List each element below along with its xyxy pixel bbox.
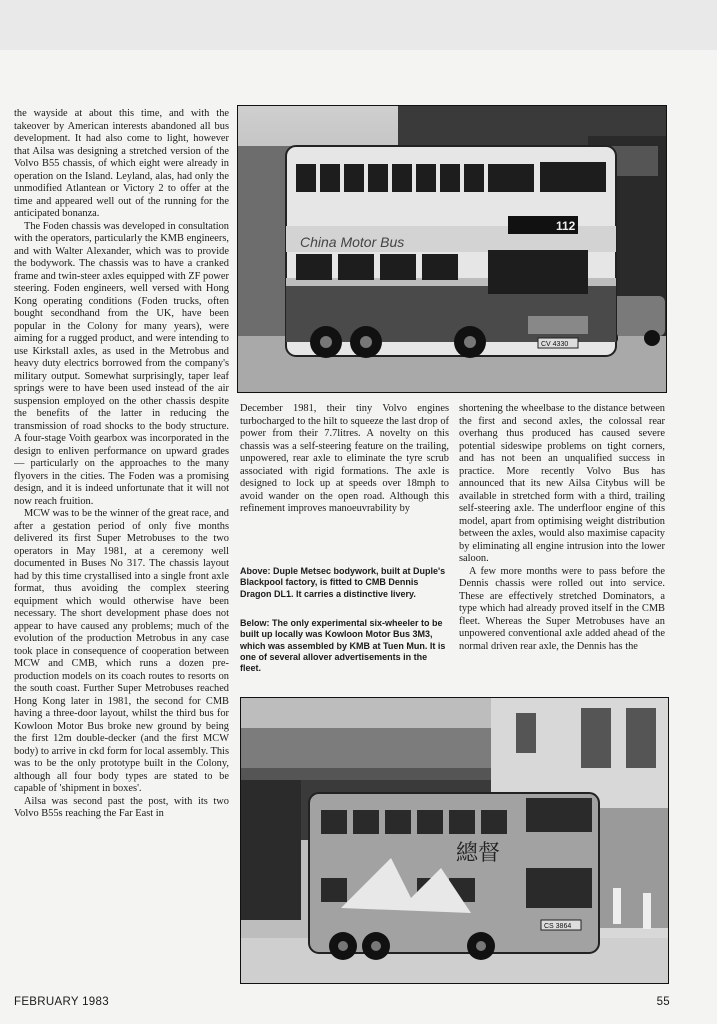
paragraph: December 1981, their tiny Volvo engines turbocharged to the hilt to squeeze the last drop of power from their 7.7litres. A novelty on this chassis was a self-steering feature on the trailing, unpowered, rear axle to eliminate the tyre scrub associated with rigid formations. The axle is designed to lock up at speeds over 18mph to avoid wander on the open road. Although this refinement improves manoeuvrability by [240,403,449,514]
page-number: 55 [656,996,670,1008]
issue-date: FEBRUARY 1983 [14,996,109,1008]
photo-kmb-super-metrobus [240,697,669,984]
registration-plate: CV 4330 [541,341,569,348]
paragraph: A few more months were to pass before the Dennis chassis were rolled out into service. These are effectively stretched Dominators, a type which had already proved itself in the CMB fleet. Whereas the Super Metrobuses have an unpowered conventional axle added ahead of the normal driven rear axle, the Dennis has the [459,565,665,652]
route-number-display: 112 [556,219,576,233]
registration-plate: CS 3864 [544,923,572,930]
paragraph: MCW was to be the winner of the great race, and after a gestation period of only five months delivered its first Super Metrobuses to the two operators in May 1981, at a ceremony well documented in Buses No 317. The chassis layout had by this time crystallised into a single front axle format, thus avoiding the complex steering equipment which would otherwise have been necessary. The short development phase does not appear to have caused any problems; much of the evolution of the production Metrobus in any case took place in consequence of cooperation between MCW and CMB, which runs a dozen pre-production models on its coach routes to resorts on the south coast. Further Super Metrobuses reached Hong Kong later in 1981, the second for CMB having a three-door layout, whilst the third bus for Kowloon Motor Bus broke new ground by being the first 12m double-decker (and the first MCW body) to arrive in ckd form for local assembly. This was to be the only prototype built in the Colony, although all four body types are stated to be capable of 'shipment in boxes'. [14,508,229,794]
bus-photo-illustration [238,106,666,392]
paragraph: the wayside at about this time, and with the takeover by American interests abandoned all bus development. It had also come to light, however that Ailsa was designing a stretched version of the Volvo B55 chassis, of which eight were already in operation on the Island. Leyland, alas, had only the unmodified Atlantean or Victory 2 to offer at the time and appeared well out of the running for the anticipated bonanza. [14,108,229,219]
photo-caption-below: Below: The only experimental six-wheeler to be built up locally was Kowloon Motor Bus 3M3, which was assembled by KMB at Tuen Mun. It is one of several allover advertisements in the fleet. [240,618,446,674]
article-column-3 [459,403,665,688]
photo-cmb-dennis-dragon [237,105,667,393]
photo-caption-above: Above: Duple Metsec bodywork, built at Duple's Blackpool factory, is fitted to CMB Dennis Dragon DL1. It carries a distinctive livery. [240,566,446,599]
article-column-2 [240,403,449,533]
paragraph: shortening the wheelbase to the distance between the first and second axles, the colossal rear overhang thus produced has caused severe potential sideswipe problems on tight corners, and has not been an unqualified success in practice. More recently Volvo Bus has announced that its new Ailsa Citybus will be available in stretched form with a third, trailing self-steering axle. The underfloor engine of this model, apart from optimising weight distribution between the axles, would also maximise capacity by eliminating all engine intrusion into the lower saloon. [459,403,665,564]
article-column-1 [14,108,229,988]
scan-top-margin [0,0,717,50]
fleet-name-livery: China Motor Bus [300,234,405,250]
paragraph: Ailsa was second past the post, with its two Volvo B55s reaching the Far East in [14,795,229,819]
advert-lettering: 總督 [456,841,501,866]
bus-photo-illustration [241,698,668,983]
paragraph: The Foden chassis was developed in consultation with the operators, particularly the KMB engineers, and with Walter Alexander, which was to provide the bodywork. The chassis was to have a cranked frame and twin-steer axles equipped with ZF power steering. Foden engineers, well versed with Hong Kong operating conditions (Foden trucks, often bought secondhand from the UK, have been popular in the Colony for many years), were aiming for a rugged product, and were intending to use Kirkstall axles, as used in the Metrobus and heavy duty electrics borrowed from the company's military output. Somewhat surprisingly, taper leaf springs were to have been used instead of the air suspension employed on the other chassis despite the benefits of the latter in reducing the transmission of road shocks to the body structure. A four-stage Voith gearbox was incorporated in the design to enliven performance on upward grades — particularly on the approaches to the many flyovers in the cities. The Foden was a promising design, and it is indeed unfortunate that it will not now reach fruition. [14,220,229,507]
